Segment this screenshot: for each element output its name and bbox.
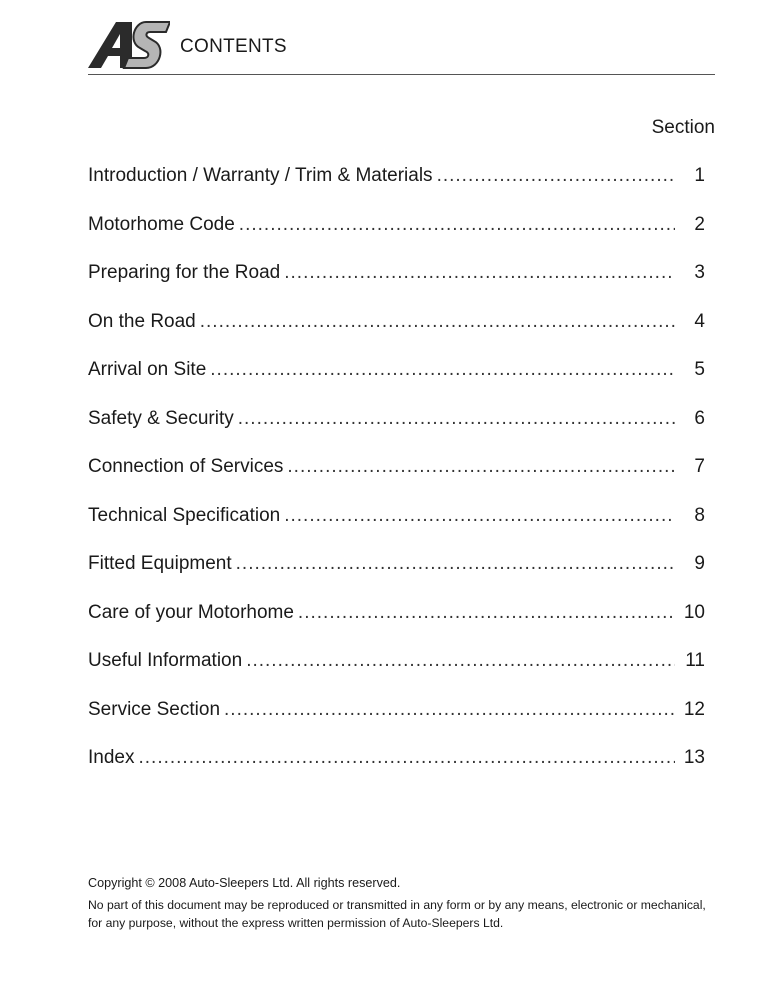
dot-leader	[210, 359, 675, 381]
toc-entry-technical-specification[interactable]	[88, 505, 705, 554]
toc-entry-fitted-equipment[interactable]	[88, 553, 705, 602]
header-divider	[88, 74, 715, 75]
auto-sleepers-logo	[88, 20, 170, 70]
toc-entry-page: 12	[683, 698, 705, 720]
toc-entry-useful-information[interactable]	[88, 650, 705, 699]
dot-leader	[284, 262, 675, 284]
toc-entry-title: Fitted Equipment	[88, 553, 232, 574]
toc-entry-title: Safety & Security	[88, 407, 234, 429]
toc-entry-page: 2	[694, 213, 705, 235]
toc-entry-preparing-for-the-road[interactable]	[88, 262, 705, 311]
toc-entry-page: 3	[694, 262, 705, 283]
toc-entry-title: On the Road	[88, 310, 196, 332]
toc-entry-page: 4	[694, 310, 705, 332]
toc-entry-on-the-road[interactable]	[88, 311, 705, 360]
copyright-notice: Copyright © 2008 Auto-Sleepers Ltd. All rights reserved.	[88, 876, 401, 890]
dot-leader	[238, 408, 675, 430]
toc-entry-title: Care of your Motorhome	[88, 601, 294, 623]
dot-leader	[287, 456, 675, 478]
dot-leader	[236, 553, 675, 575]
toc-entry-service-section[interactable]	[88, 699, 705, 748]
toc-entry-page: 7	[694, 456, 705, 477]
page-title: CONTENTS	[180, 36, 287, 57]
reproduction-disclaimer: No part of this document may be reproduced or transmitted in any form or by any means, electronic or mechanical, for any purpose, without the express written permission of Auto-Sleepers Ltd.	[88, 898, 706, 930]
dot-leader	[284, 505, 675, 527]
toc-entry-title: Preparing for the Road	[88, 262, 281, 283]
toc-entry-page: 10	[683, 601, 705, 623]
dot-leader	[138, 747, 675, 769]
dot-leader	[224, 699, 675, 721]
toc-entry-introduction[interactable]	[88, 165, 705, 214]
toc-entry-motorhome-code[interactable]	[88, 214, 705, 263]
toc-entry-title: Connection of Services	[88, 456, 284, 477]
dot-leader	[298, 602, 675, 624]
toc-entry-page: 5	[694, 359, 705, 380]
toc-entry-title: Motorhome Code	[88, 213, 235, 235]
toc-entry-arrival-on-site[interactable]	[88, 359, 705, 408]
toc-entry-page: 13	[683, 747, 705, 768]
toc-entry-title: Technical Specification	[88, 504, 281, 526]
table-of-contents	[88, 165, 705, 796]
toc-entry-title: Introduction / Warranty / Trim & Materials	[88, 165, 433, 186]
toc-entry-safety-security[interactable]	[88, 408, 705, 457]
dot-leader	[437, 165, 675, 187]
toc-entry-page: 8	[694, 504, 705, 526]
toc-entry-connection-of-services[interactable]	[88, 456, 705, 505]
section-column-label: Section	[651, 117, 715, 138]
toc-entry-page: 6	[694, 407, 705, 429]
dot-leader	[200, 311, 675, 333]
toc-entry-page: 11	[685, 650, 705, 671]
toc-entry-page: 9	[694, 553, 705, 574]
dot-leader	[246, 650, 675, 672]
toc-entry-title: Arrival on Site	[88, 359, 207, 380]
dot-leader	[239, 214, 675, 236]
toc-entry-title: Index	[88, 747, 135, 768]
toc-entry-title: Useful Information	[88, 650, 243, 671]
toc-entry-index[interactable]	[88, 747, 705, 796]
toc-entry-care-of-your-motorhome[interactable]	[88, 602, 705, 651]
toc-entry-page: 1	[694, 165, 705, 186]
toc-entry-title: Service Section	[88, 698, 221, 720]
